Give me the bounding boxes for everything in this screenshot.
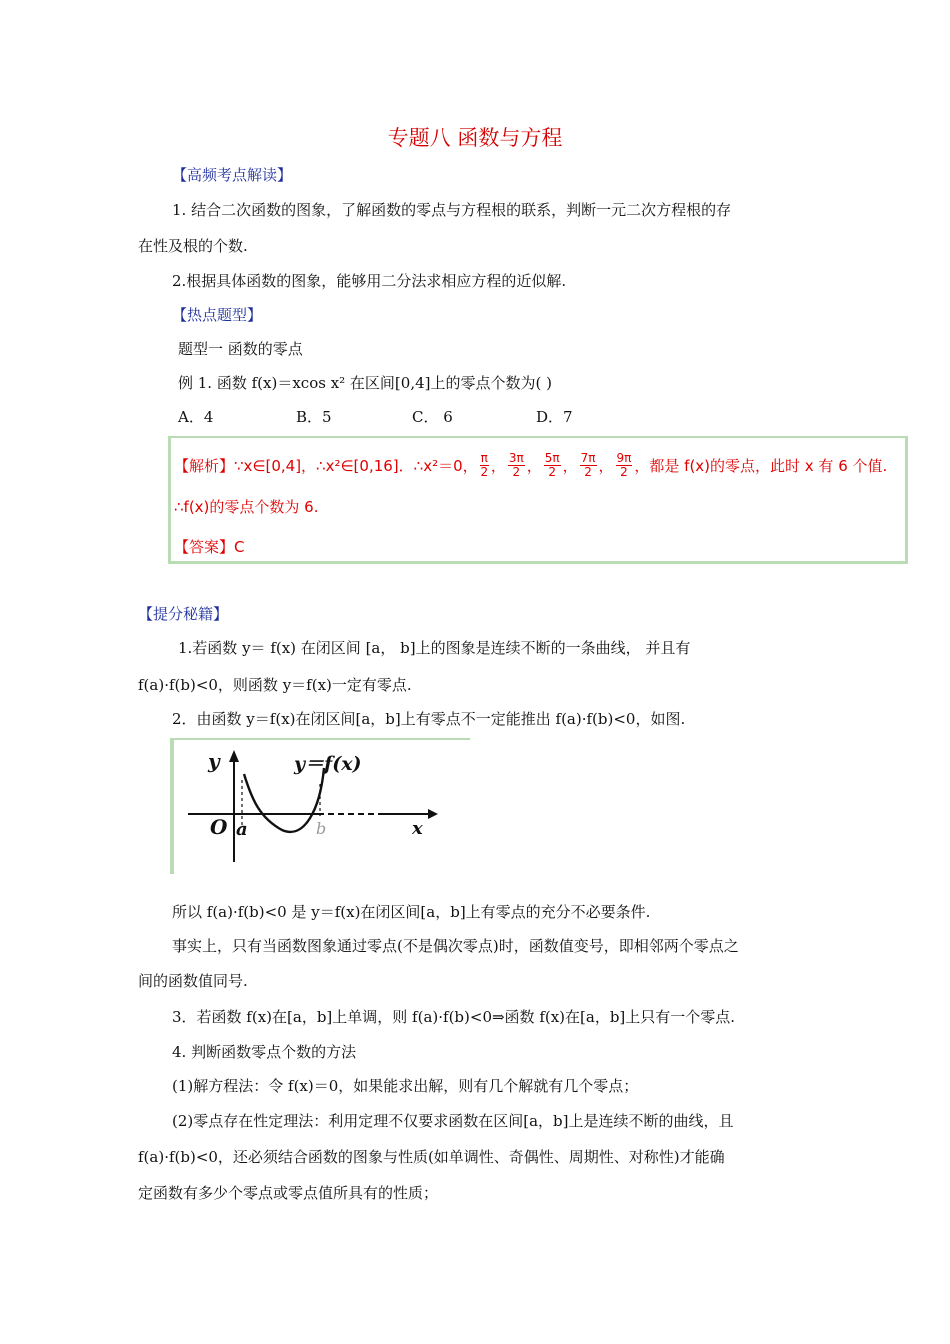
analysis-line-1: 【解析】 ∵x∈[0,4]，∴x²∈[0,16]．∴x²＝0， $\frac{\pi}{2}$ ， $\frac{3\pi}{2}$ ， $\frac{5\pi}{2}$ ， $\frac{7\pi}{2}$ ， $\frac{9\pi}{2}$ ，都是 f(x)的零点，此时 x 有 6 个值. <box>174 450 888 479</box>
function-graph <box>174 740 468 872</box>
section-heading-gaopin: 【高频考点解读】 <box>172 166 293 184</box>
method-2-line-1: (2)零点存在性定理法：利用定理不仅要求函数在区间[a，b]上是连续不断的曲线，且 <box>172 1112 734 1130</box>
fraction-pi-over-2: $\frac{\pi}{2}$ <box>480 450 489 479</box>
tip-4: 4. 判断函数零点个数的方法 <box>172 1043 357 1061</box>
analysis-tail: ，都是 f(x)的零点，此时 x 有 6 个值. <box>634 456 888 475</box>
tip-3: 3．若函数 f(x)在[a，b]上单调，则 f(a)·f(b)<0⇒函数 f(x)在[a，b]上只有一个零点. <box>172 1008 736 1026</box>
page-title: 专题八 函数与方程 <box>387 126 563 150</box>
answer-line: 【答案】C <box>174 538 245 556</box>
y-label: y <box>208 749 220 773</box>
x-axis-arrow <box>428 809 438 819</box>
y-axis-arrow <box>229 750 239 762</box>
curve-label: y＝f(x) <box>294 753 362 775</box>
fraction-5pi-over-2: $\frac{5\pi}{2}$ <box>544 450 560 479</box>
option-d: D．7 <box>536 408 573 426</box>
option-c: C． 6 <box>412 408 453 426</box>
method-2-line-2: f(a)·f(b)<0，还必须结合函数的图象与性质(如单调性、奇偶性、周期性、对称性)才能确 <box>138 1148 725 1166</box>
section-heading-redian: 【热点题型】 <box>172 306 263 324</box>
section-heading-tifen: 【提分秘籍】 <box>138 605 229 623</box>
a-label: a <box>236 819 248 840</box>
option-a: A．4 <box>178 408 214 426</box>
b-label: b <box>316 819 327 838</box>
origin-label: O <box>210 815 228 839</box>
after-graph-2-line-2: 间的函数值同号. <box>138 972 248 990</box>
example-1: 例 1. 函数 f(x)＝xcos x² 在区间[0,4]上的零点个数为( ) <box>178 374 552 392</box>
tip-1-line-1: 1.若函数 y＝ f(x) 在闭区间 [a， b]上的图象是连续不断的一条曲线， 并且有 <box>178 639 691 657</box>
fraction-3pi-over-2: $\frac{3\pi}{2}$ <box>508 450 524 479</box>
method-1: (1)解方程法：令 f(x)＝0，如果能求出解，则有几个解就有几个零点； <box>172 1077 639 1095</box>
after-graph-1: 所以 f(a)·f(b)<0 是 y＝f(x)在闭区间[a，b]上有零点的充分不必要条件. <box>172 903 651 921</box>
x-label: x <box>412 818 423 839</box>
option-b: B．5 <box>296 408 332 426</box>
tip-2: 2．由函数 y＝f(x)在闭区间[a，b]上有零点不一定能推出 f(a)·f(b)<0，如图. <box>172 710 686 728</box>
method-2-line-3: 定函数有多少个零点或零点值所具有的性质； <box>138 1184 439 1202</box>
after-graph-2-line-1: 事实上，只有当函数图象通过零点(不是偶次零点)时，函数值变号，即相邻两个零点之 <box>172 937 739 955</box>
point-1-line-1: 1. 结合二次函数的图象，了解函数的零点与方程根的联系，判断一元二次方程根的存 <box>172 201 732 219</box>
analysis-line-2: ∴f(x)的零点个数为 6. <box>174 498 319 516</box>
tip-1-line-2: f(a)·f(b)<0，则函数 y＝f(x)一定有零点. <box>138 676 412 694</box>
fraction-9pi-over-2: $\frac{9\pi}{2}$ <box>616 450 632 479</box>
point-1-line-2: 在性及根的个数. <box>138 237 248 255</box>
curve <box>244 768 324 832</box>
analysis-lead: ∵x∈[0,4]，∴x²∈[0,16]．∴x²＝0， <box>234 456 478 475</box>
topic-1: 题型一 函数的零点 <box>178 340 303 358</box>
analysis-label: 【解析】 <box>174 456 235 475</box>
fraction-7pi-over-2: $\frac{7\pi}{2}$ <box>580 450 596 479</box>
point-2: 2.根据具体函数的图象，能够用二分法求相应方程的近似解. <box>172 272 567 290</box>
